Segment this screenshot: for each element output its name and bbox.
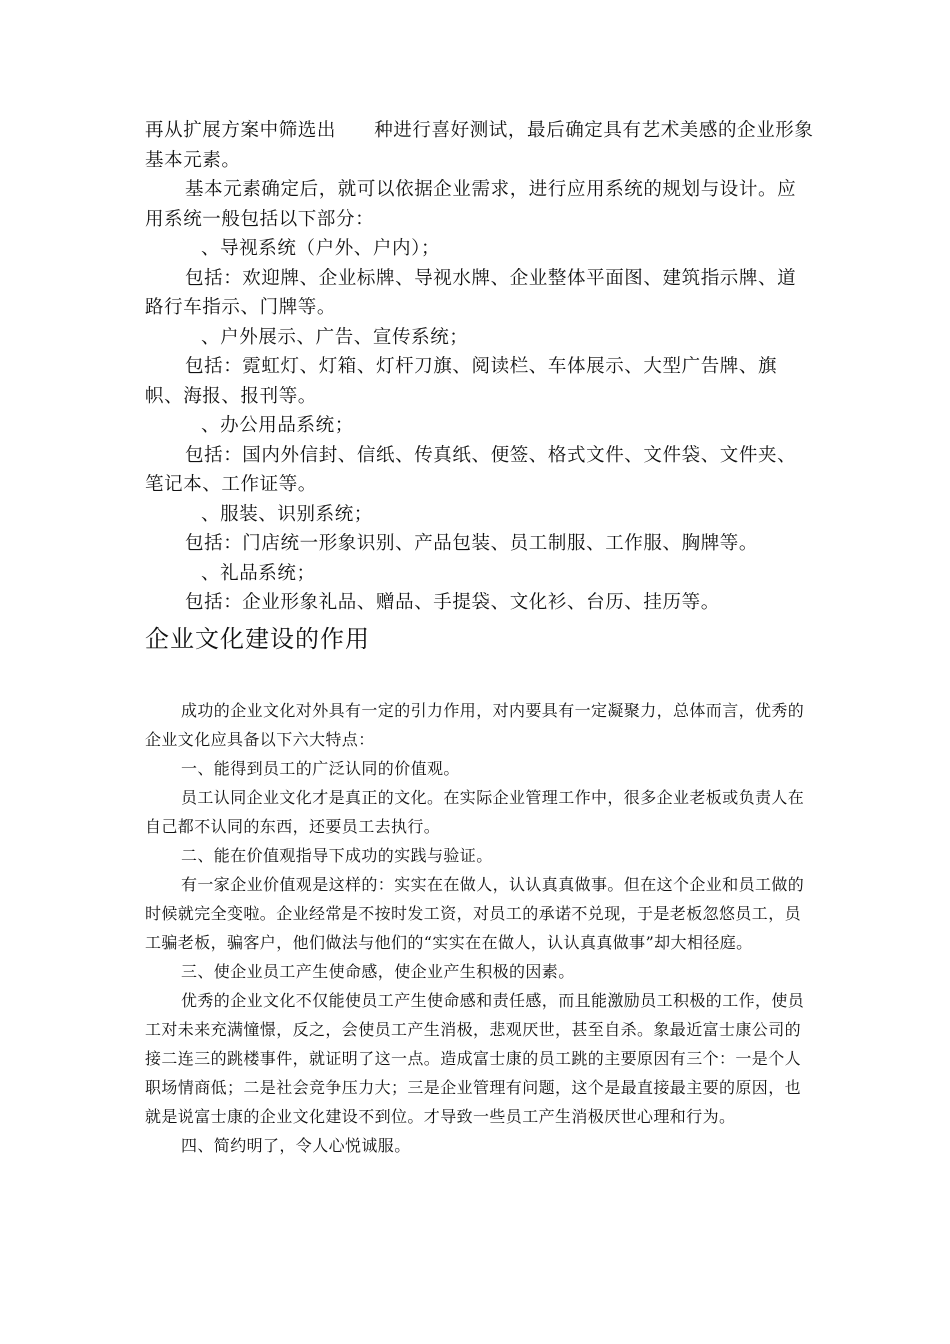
section-cis-application [145,116,815,618]
list-item-title: 、办公用品系统； [201,415,354,436]
paragraph: 成功的企业文化对外具有一定的引力作用，对内要具有一定凝聚力，总体而言，优秀的企业文化应具备以下六大特点： [145,701,805,749]
paragraph: 优秀的企业文化不仅能使员工产生使命感和责任感，而且能激励员工积极的工作，使员工对未来充满憧憬，反之，会使员工产生消极，悲观厌世，甚至自杀。象最近富士康公司的接二连三的跳楼事件，就证明了这一点。造成富士康的员工跳的主要原因有三个：一是个人职场情商低；二是社会竞争压力大；三是企业管理有问题，这个是最直接最主要的原因，也就是说富士康的企业文化建设不到位。才导致一些员工产生消极厌世心理和行为。 [145,991,805,1126]
list-item-body: 包括：门店统一形象识别、产品包装、员工制服、工作服、胸牌等。 [185,533,759,554]
list-item-title: 、户外展示、广告、宣传系统； [201,326,469,348]
point-heading: 一、能得到员工的广泛认同的价值观。 [181,759,460,778]
list-item-title: 、服装、识别系统； [201,503,373,525]
list-item-title: 、导视系统（户外、户内）； [201,238,441,259]
list-item-title: 、礼品系统； [201,562,316,584]
paragraph: 有一家企业价值观是这样的：实实在在做人，认认真真做事。但在这个企业和员工做的时候就完全变啦。企业经常是不按时发工资，对员工的承诺不兑现，于是老板忽悠员工，员工骗老板，骗客户，他们做法与他们的“实实在在做人，认认真真做事”却大相径庭。 [145,875,805,952]
list-item-body: 包括：企业形象礼品、赠品、手提袋、文化衫、台历、挂历等。 [185,592,720,613]
section-heading: 企业文化建设的作用 [145,625,370,653]
section-culture-role [145,696,815,1160]
paragraph: 再从扩展方案中筛选出 种进行喜好测试，最后确定具有艺术美感的企业形象基本元素。 [145,120,814,171]
paragraph: 员工认同企业文化才是真正的文化。在实际企业管理工作中，很多企业老板或负责人在自己都不认同的东西，还要员工去执行。 [145,788,805,836]
list-item-body: 包括：国内外信封、信纸、传真纸、便签、格式文件、文件袋、文件夹、笔记本、工作证等。 [145,444,797,495]
point-heading: 三、使企业员工产生使命感，使企业产生积极的因素。 [181,962,575,981]
point-heading: 四、简约明了，令人心悦诚服。 [181,1136,411,1155]
list-item-body: 包括：欢迎牌、企业标牌、导视水牌、企业整体平面图、建筑指示牌、道路行车指示、门牌等。 [145,267,797,318]
point-heading: 二、能在价值观指导下成功的实践与验证。 [181,846,493,865]
paragraph: 基本元素确定后，就可以依据企业需求，进行应用系统的规划与设计。应用系统一般包括以下部分： [145,179,797,230]
list-item-body: 包括：霓虹灯、灯箱、灯杆刀旗、阅读栏、车体展示、大型广告牌、旗帜、海报、报刊等。 [145,356,778,407]
